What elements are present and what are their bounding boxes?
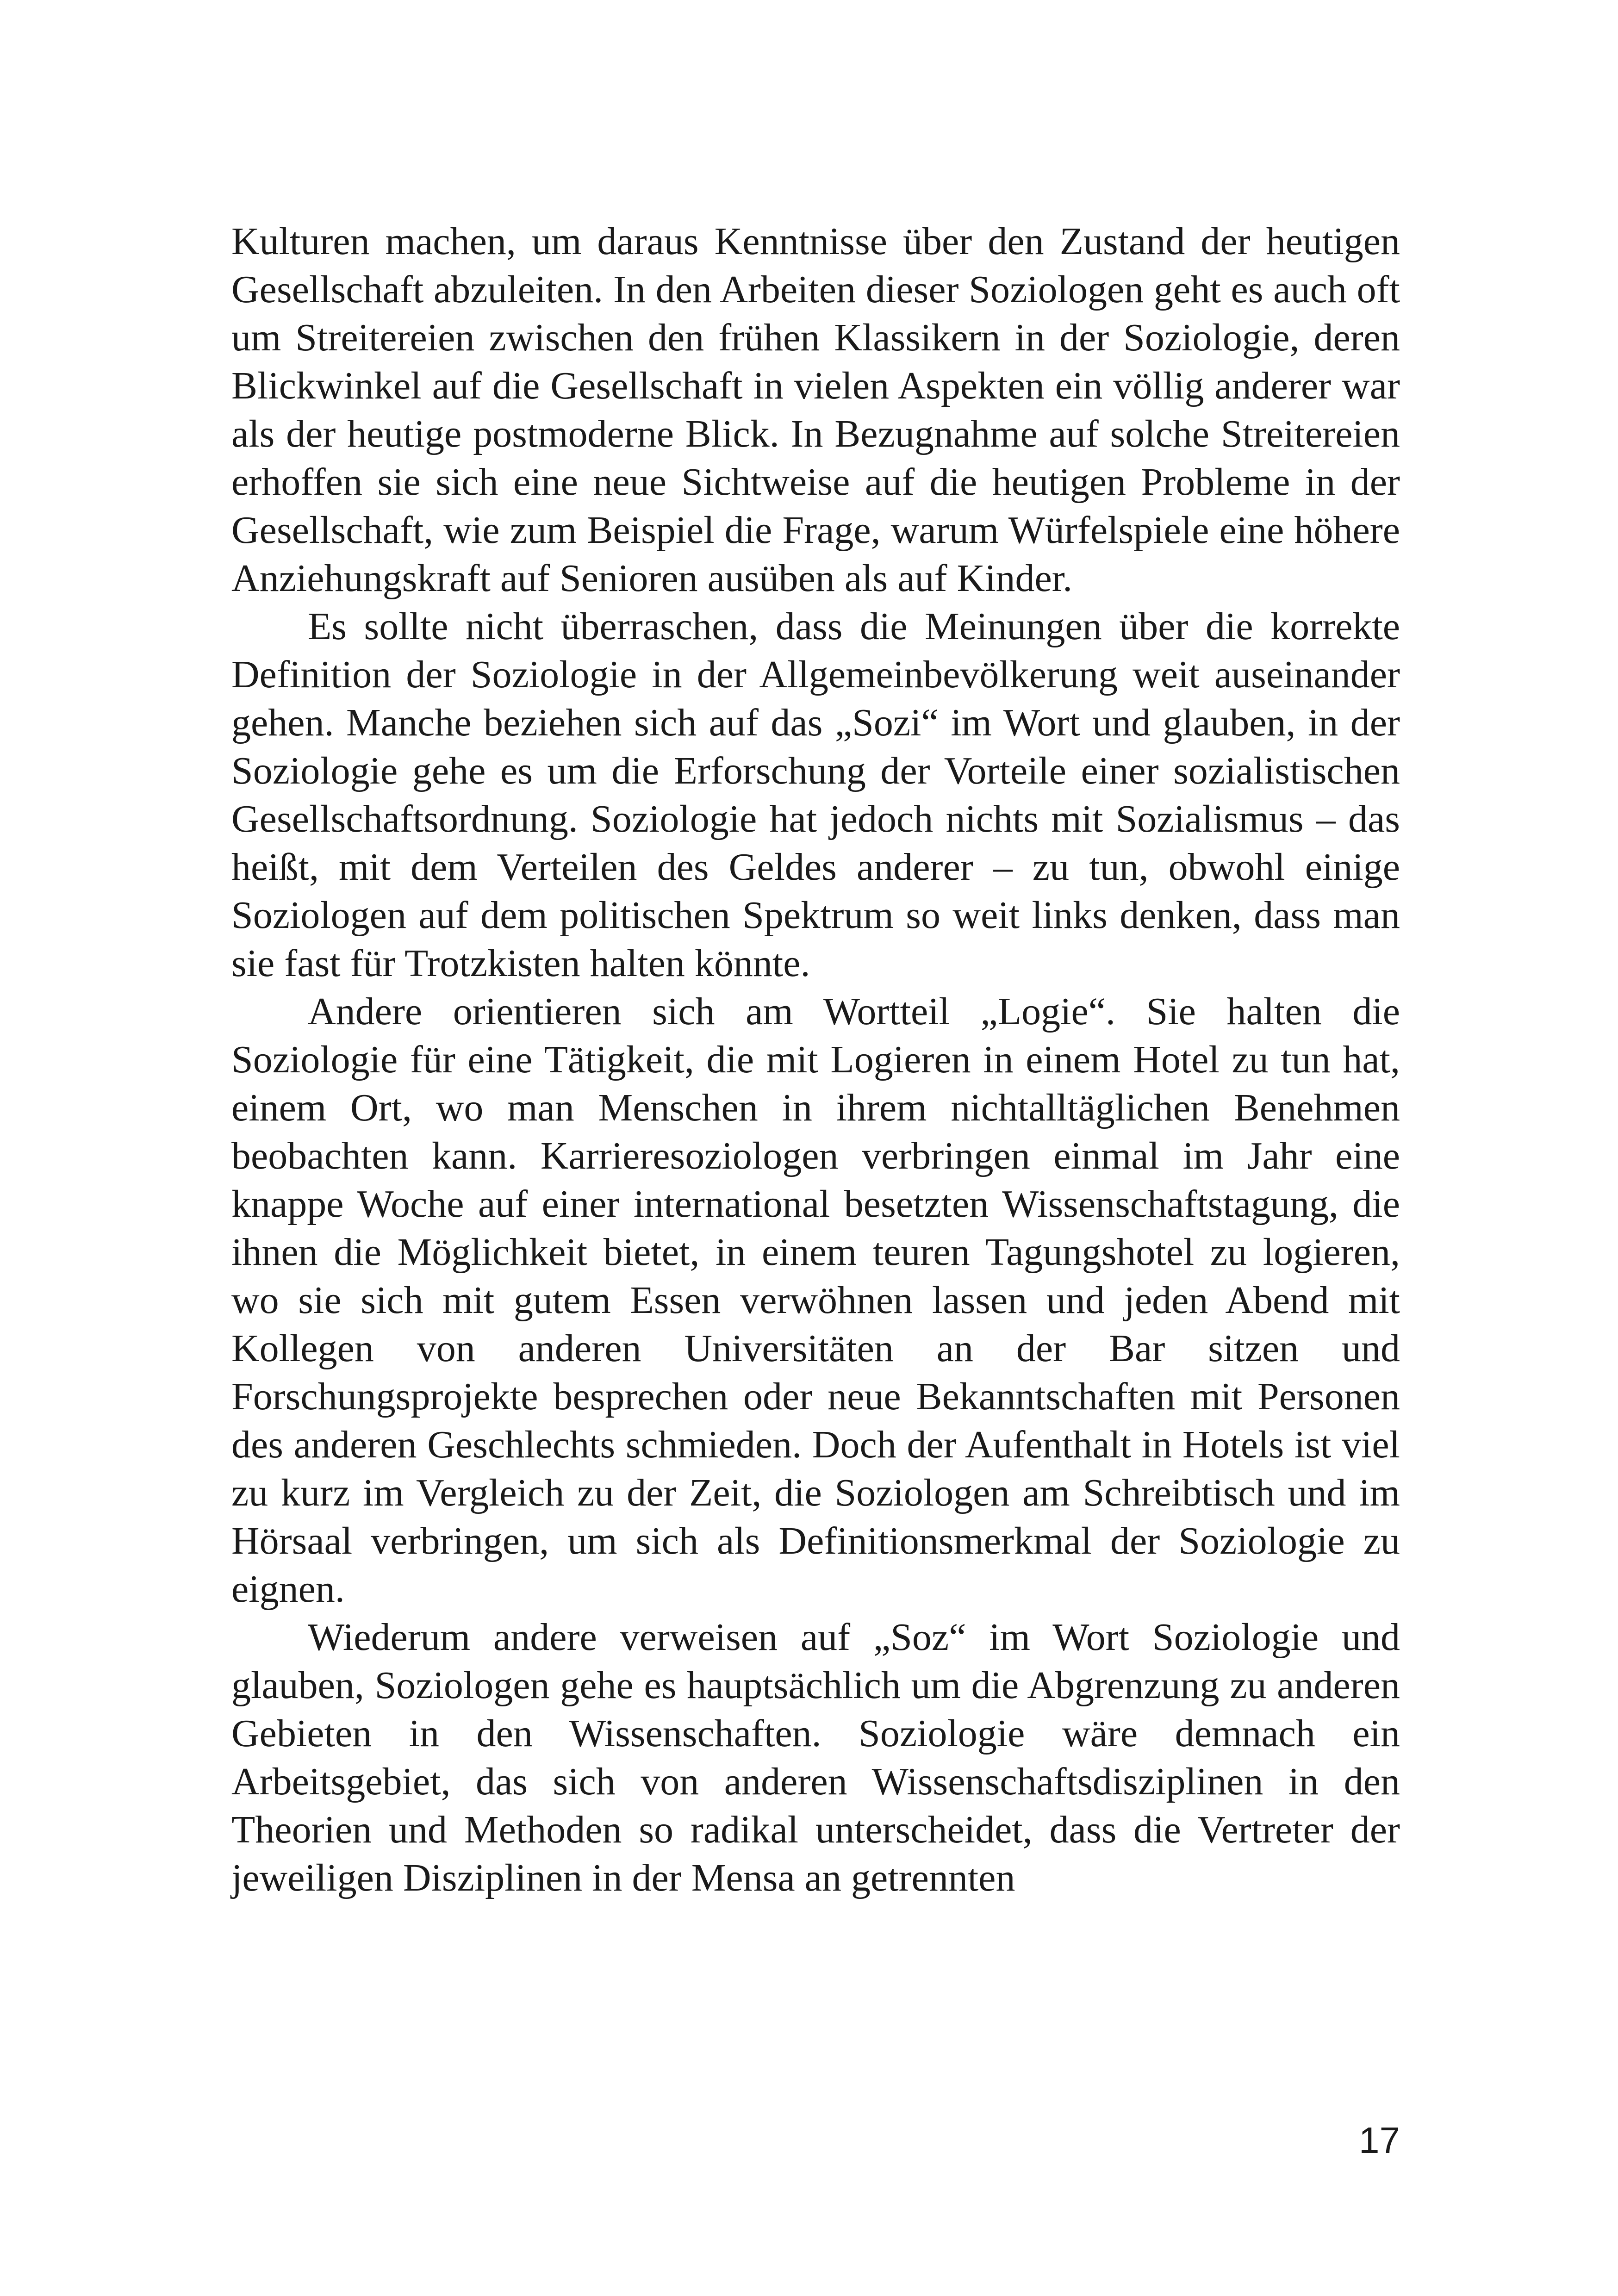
paragraph-3: Andere orientieren sich am Wortteil „Logie“. Sie halten die Soziologie für eine Tätigkeit, die mit Logieren in einem Hotel zu tun hat, einem Ort, wo man Menschen in ihrem nichtalltäglichen Benehmen beobachten kann. Karrieresoziologen verbringen einmal im Jahr eine knappe Woche auf einer international besetzten Wissenschaftstagung, die ihnen die Möglichkeit bietet, in einem teuren Tagungshotel zu logieren, wo sie sich mit gutem Essen verwöhnen lassen und jeden Abend mit Kollegen von anderen Universitäten an der Bar sitzen und Forschungsprojekte besprechen oder neue Bekanntschaften mit Personen des anderen Geschlechts schmieden. Doch der Aufenthalt in Hotels ist viel zu kurz im Vergleich zu der Zeit, die Soziologen am Schreibtisch und im Hörsaal verbringen, um sich als Definitionsmerkmal der Soziologie zu eignen. (231, 990, 1400, 1611)
body-text (231, 218, 1400, 1902)
paragraph-4: Wiederum andere verweisen auf „Soz“ im Wort Soziologie und glauben, Soziologen gehe es hauptsächlich um die Abgrenzung zu anderen Gebieten in den Wissenschaften. Soziologie wäre demnach ein Arbeitsgebiet, das sich von anderen Wissenschaftsdisziplinen in den Theorien und Methoden so radikal unterscheidet, dass die Vertreter der jeweiligen Disziplinen in der Mensa an getrennten (231, 1616, 1400, 1899)
page-number: 17 (1359, 2120, 1400, 2161)
paragraph-2: Es sollte nicht überraschen, dass die Meinungen über die korrekte Definition der Soziologie in der Allgemeinbevölkerung weit auseinander gehen. Manche beziehen sich auf das „Sozi“ im Wort und glauben, in der Soziologie gehe es um die Erforschung der Vorteile einer sozialistischen Gesellschaftsordnung. Soziologie hat jedoch nichts mit Sozialismus – das heißt, mit dem Verteilen des Geldes anderer – zu tun, obwohl einige Soziologen auf dem politischen Spektrum so weit links denken, dass man sie fast für Trotzkisten halten könnte. (231, 605, 1400, 985)
paragraph-1: Kulturen machen, um daraus Kenntnisse über den Zustand der heutigen Gesellschaft abzuleiten. In den Arbeiten dieser Soziologen geht es auch oft um Streitereien zwischen den frühen Klassikern in der Soziologie, deren Blickwinkel auf die Gesellschaft in vielen Aspekten ein völlig anderer war als der heutige postmoderne Blick. In Bezugnahme auf solche Streitereien erhoffen sie sich eine neue Sichtweise auf die heutigen Probleme in der Gesellschaft, wie zum Beispiel die Frage, warum Würfelspiele eine höhere Anziehungskraft auf Senioren ausüben als auf Kinder. (231, 220, 1400, 600)
